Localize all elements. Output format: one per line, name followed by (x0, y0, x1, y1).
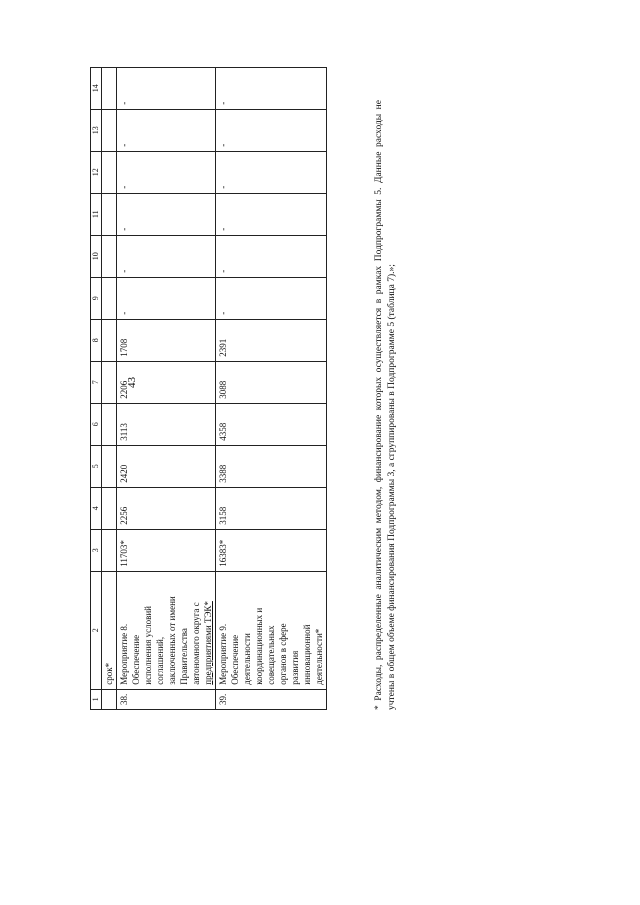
table-cell (102, 445, 117, 487)
table-cell (102, 109, 117, 151)
measure-name-line: деятельности* (314, 628, 324, 685)
value-cell: 3158 (216, 487, 327, 529)
table-row (216, 67, 327, 709)
measure-name-line: Обеспечение (230, 634, 240, 685)
table-row (117, 67, 216, 709)
value-cell: - (216, 193, 327, 235)
header-cell: 11 (91, 193, 102, 235)
table-cell (102, 487, 117, 529)
value-cell: - (117, 277, 216, 319)
measure-name-line: Мероприятие 8. (119, 623, 129, 685)
footnote: * Расходы, распределенные аналитическим методом, финансирование которых осуществляется в рамках Подпрограммы 5. Данные расходы не учтены в общем объеме финансирования Подпрограммы 3, а сгруппированы в Подпрограмме 5 (таблица 7).»; (374, 100, 397, 710)
table-cell (102, 151, 117, 193)
value-cell: 1708 (117, 319, 216, 361)
header-cell: 14 (91, 67, 102, 109)
measure-name (117, 571, 216, 689)
measure-name-line: автономного округа с (191, 602, 201, 685)
table-cell (102, 193, 117, 235)
value-cell: - (117, 67, 216, 109)
value-cell: - (117, 151, 216, 193)
value-cell: 2420 (117, 445, 216, 487)
value-cell: - (117, 235, 216, 277)
table-cell (102, 235, 117, 277)
funding-table (90, 67, 327, 710)
value-cell: 3088 (216, 361, 327, 403)
header-cell: 9 (91, 277, 102, 319)
table-cell (102, 403, 117, 445)
value-cell: 2391 (216, 319, 327, 361)
continuation-row (102, 67, 117, 709)
measure-name-line: исполнения условий (143, 606, 153, 685)
value-cell: 11703* (117, 529, 216, 571)
value-cell: - (216, 109, 327, 151)
value-cell: 4358 (216, 403, 327, 445)
header-cell: 12 (91, 151, 102, 193)
value-cell: - (117, 109, 216, 151)
value-cell: - (216, 277, 327, 319)
rotated-page (90, 30, 420, 710)
header-cell: 8 (91, 319, 102, 361)
header-cell: 10 (91, 235, 102, 277)
page-number: 43 (126, 377, 138, 388)
table-cell (102, 319, 117, 361)
header-cell: 2 (91, 571, 102, 689)
measure-name-line: предприятиями ТЭК* (203, 601, 213, 685)
measure-name-line: развития (290, 650, 300, 685)
header-cell: 5 (91, 445, 102, 487)
measure-name-line: Мероприятие 9. (218, 623, 228, 685)
row-number: 38. (117, 689, 216, 709)
measure-name-line: заключенных от имени (167, 596, 177, 685)
continuation-text: срок* (102, 571, 117, 689)
measure-name-line: органов в сфере (278, 623, 288, 685)
value-cell: 2256 (117, 487, 216, 529)
measure-name-line: деятельности (242, 633, 252, 685)
measure-name-line: соглашений, (155, 636, 165, 685)
header-cell: 7 (91, 361, 102, 403)
header-cell: 6 (91, 403, 102, 445)
header-row (91, 67, 102, 709)
value-cell: 3388 (216, 445, 327, 487)
table-cell (102, 277, 117, 319)
table-cell (102, 361, 117, 403)
row-number: 39. (216, 689, 327, 709)
header-cell: 3 (91, 529, 102, 571)
table-cell (102, 67, 117, 109)
value-cell: - (216, 235, 327, 277)
header-cell: 1 (91, 689, 102, 709)
header-cell: 4 (91, 487, 102, 529)
value-cell: 2206 (117, 361, 216, 403)
measure-name (216, 571, 327, 689)
measure-name-line: Обеспечение (131, 634, 141, 685)
table-cell (102, 529, 117, 571)
measure-name-line: Правительства (179, 628, 189, 685)
value-cell: - (216, 67, 327, 109)
value-cell: 16383* (216, 529, 327, 571)
table-cell (102, 689, 117, 709)
value-cell: - (216, 151, 327, 193)
measure-name-line: координационных и (254, 607, 264, 685)
header-cell: 13 (91, 109, 102, 151)
value-cell: - (117, 193, 216, 235)
measure-name-line: инновационной (302, 624, 312, 685)
measure-name-line: совещательных (266, 625, 276, 685)
value-cell: 3113 (117, 403, 216, 445)
